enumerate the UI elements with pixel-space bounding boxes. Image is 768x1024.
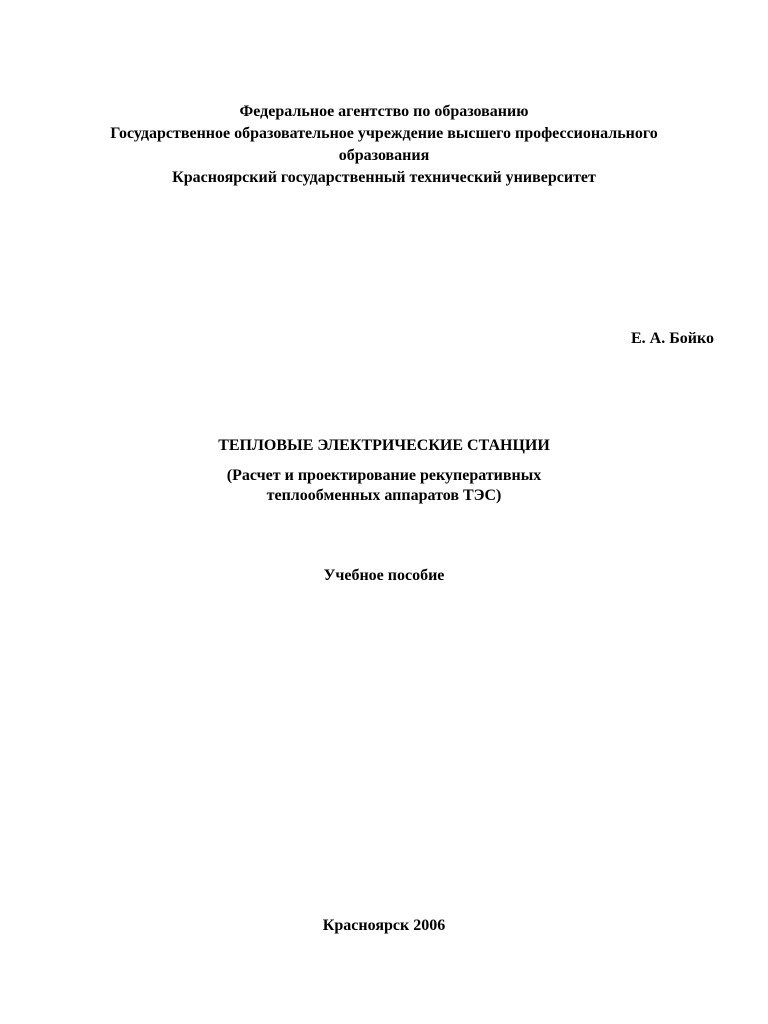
institution-type-line-continued: образования: [338, 147, 430, 164]
institution-type-line: Государственное образовательное учреждение высшего профессионального: [110, 125, 658, 142]
document-title: ТЕПЛОВЫЕ ЭЛЕКТРИЧЕСКИЕ СТАНЦИИ: [218, 437, 550, 454]
city-year: Красноярск 2006: [322, 917, 446, 934]
subtitle-line-1: (Расчет и проектирование рекуперативных: [226, 467, 542, 484]
university-line: Красноярский государственный технический университет: [172, 169, 596, 186]
document-type: Учебное пособие: [323, 567, 445, 584]
subtitle-line-2: теплообменных аппаратов ТЭС): [266, 487, 502, 504]
author-name: Е. А. Бойко: [630, 330, 714, 347]
document-subtitle: [0, 466, 768, 506]
agency-line: Федеральное агентство по образованию: [239, 103, 529, 120]
institution-header: [0, 101, 768, 189]
